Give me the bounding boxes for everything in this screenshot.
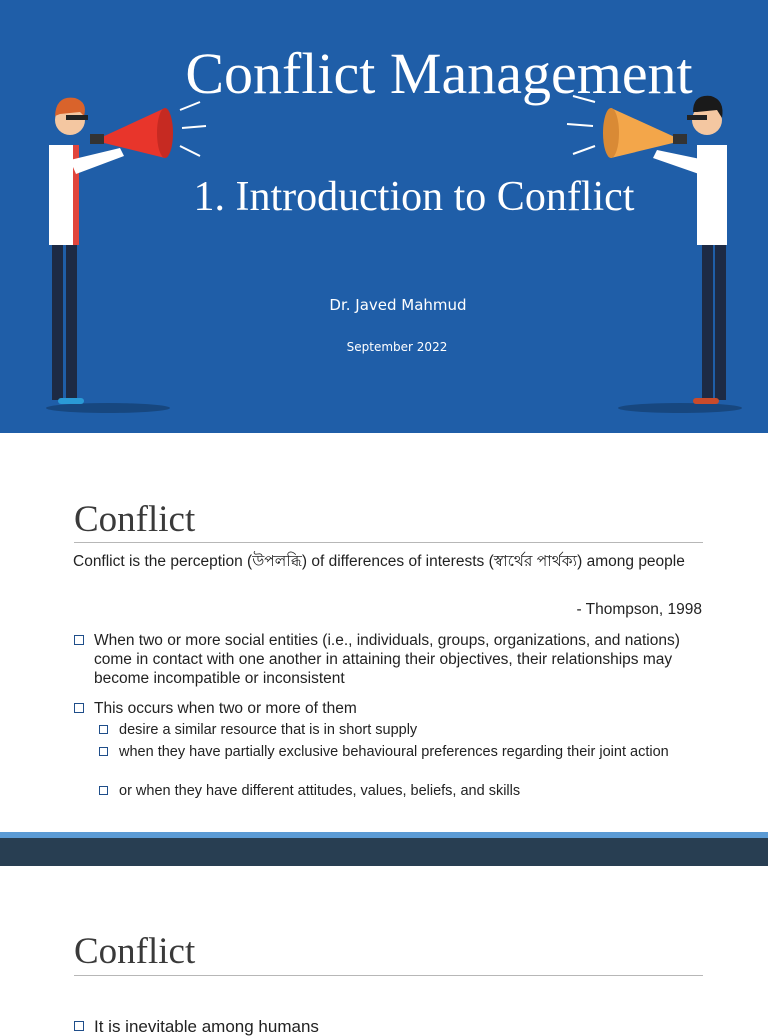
list-item [99, 722, 699, 739]
title-slide [0, 0, 768, 433]
presentation-date: September 2022 [346, 340, 448, 354]
author-name: Dr. Javed Mahmud [329, 296, 467, 314]
sub-bullet-text: when they have partially exclusive behavioural preferences regarding their joint action [119, 744, 669, 760]
checkbox-bullet-icon [74, 1021, 84, 1031]
checkbox-bullet-icon [99, 725, 108, 734]
heading-divider [74, 542, 703, 543]
right-person-megaphone-illustration [565, 90, 755, 420]
list-item [74, 631, 699, 688]
left-person-megaphone-illustration [40, 90, 210, 420]
bullet-text: This occurs when two or more of them [94, 700, 357, 717]
definition-slide [0, 470, 768, 832]
checkbox-bullet-icon [99, 747, 108, 756]
list-item [74, 699, 699, 718]
bullet-text: When two or more social entities (i.e., individuals, groups, organizations, and nations) come in contact with one another in attaining their objectives, their relationships may become incompatible or inconsistent [94, 632, 680, 687]
presentation-title: Conflict Management [185, 41, 693, 106]
sub-bullet-text: desire a similar resource that is in short supply [119, 722, 418, 738]
citation: - Thompson, 1998 [576, 601, 702, 618]
list-item [74, 1017, 699, 1036]
list-item [99, 783, 699, 800]
definition-text: Conflict is the perception (উপলব্ধি) of differences of interests (স্বার্থের পার্থক্য) among people [73, 553, 685, 570]
sub-bullet-text: or when they have different attitudes, values, beliefs, and skills [119, 783, 521, 799]
heading-divider [74, 975, 703, 976]
list-item [99, 744, 699, 761]
third-slide [0, 866, 768, 1036]
slide-heading: Conflict [74, 499, 196, 540]
bullet-text: It is inevitable among humans [94, 1017, 319, 1036]
checkbox-bullet-icon [99, 786, 108, 795]
presentation-subtitle: 1. Introduction to Conflict [193, 174, 635, 220]
slide-heading: Conflict [74, 931, 196, 972]
checkbox-bullet-icon [74, 703, 84, 713]
slide-separator-bar [0, 838, 768, 866]
checkbox-bullet-icon [74, 635, 84, 645]
